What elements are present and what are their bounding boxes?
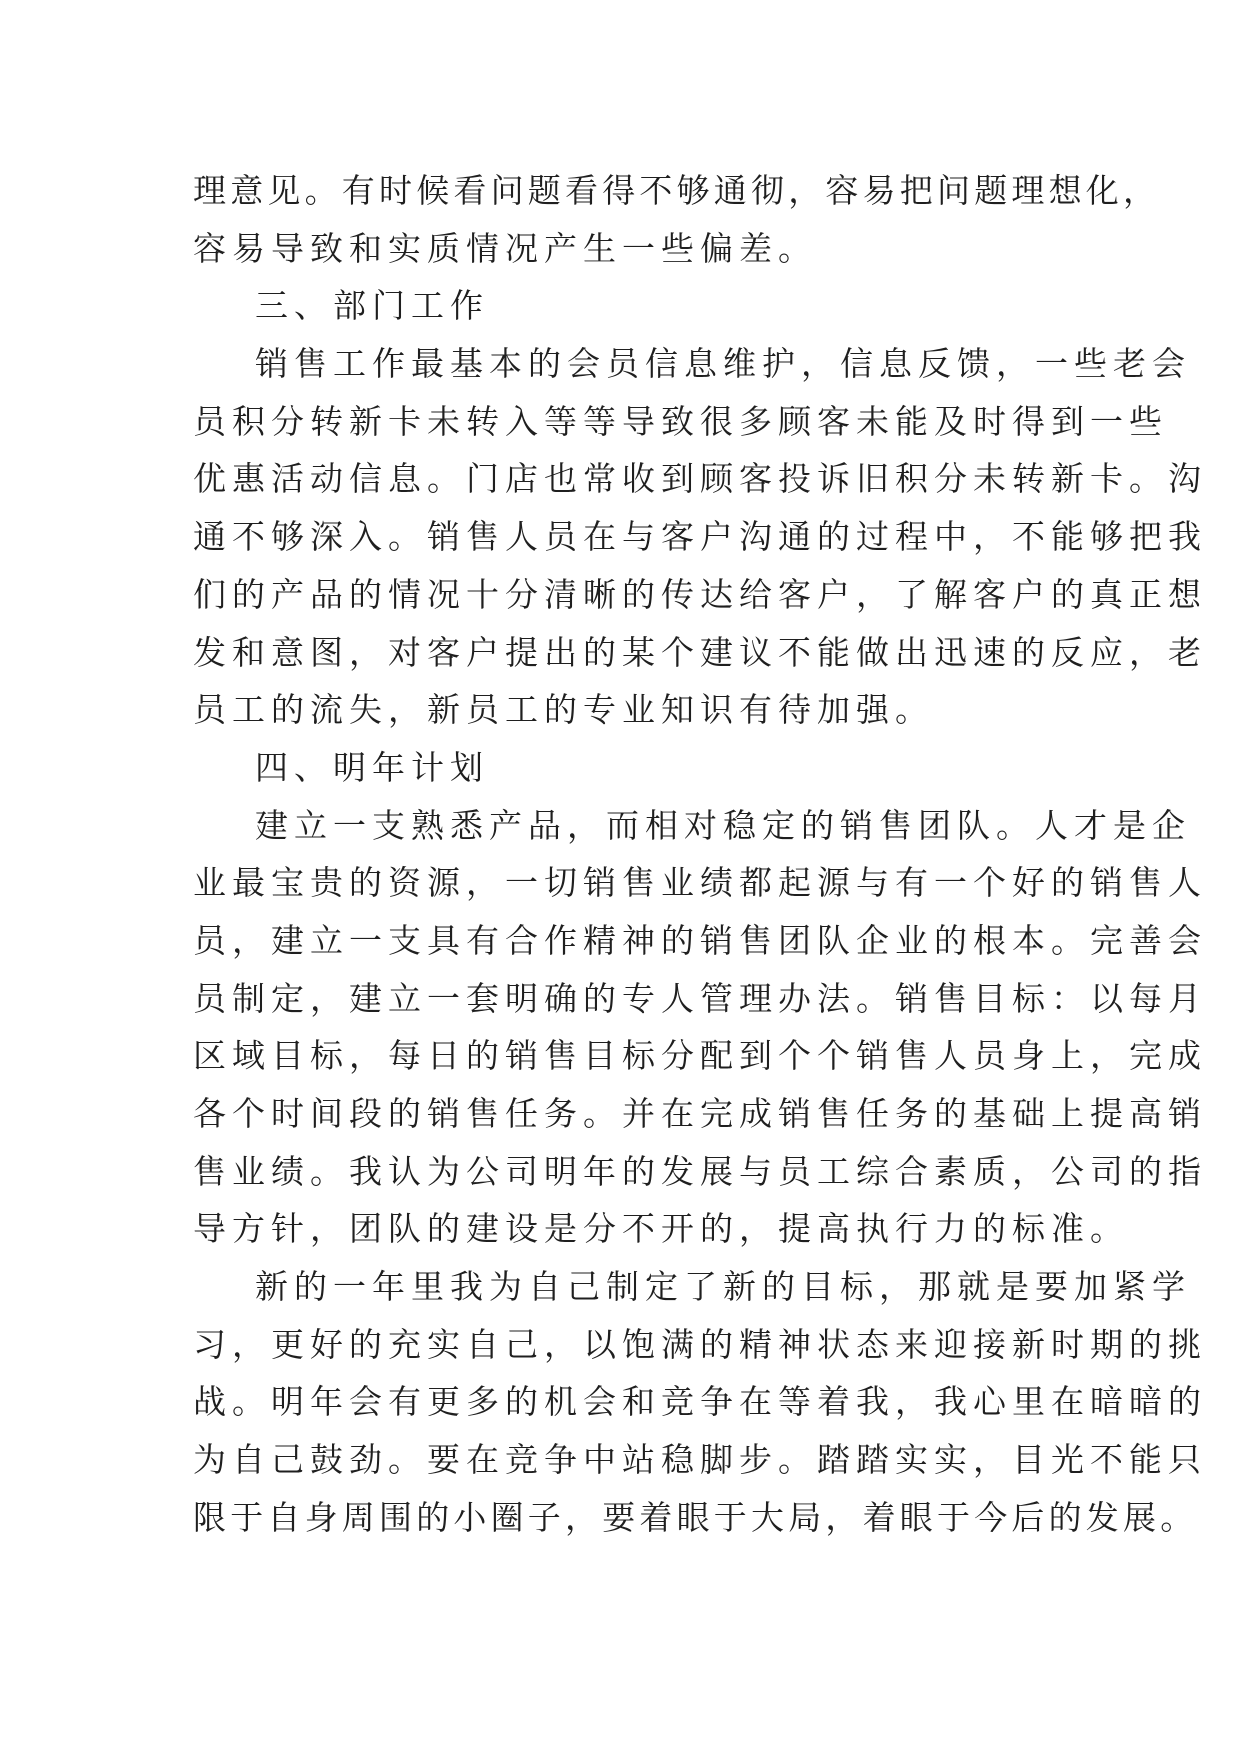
paragraph-line: 限于自身周围的小圈子，要着眼于大局，着眼于今后的发展。 xyxy=(193,1497,1198,1537)
paragraph-line: 新的一年里我为自己制定了新的目标，那就是要加紧学 xyxy=(255,1267,1191,1307)
paragraph-line: 习，更好的充实自己，以饱满的精神状态来迎接新时期的挑 xyxy=(193,1324,1207,1364)
paragraph-line: 建立一支熟悉产品，而相对稳定的销售团队。人才是企 xyxy=(255,805,1191,845)
paragraph-line: 区域目标，每日的销售目标分配到个个销售人员身上，完成 xyxy=(193,1036,1207,1076)
paragraph-line: 容易导致和实质情况产生一些偏差。 xyxy=(193,228,817,268)
paragraph-line: 销售工作最基本的会员信息维护，信息反馈，一些老会 xyxy=(255,344,1191,384)
paragraph-line: 员积分转新卡未转入等等导致很多顾客未能及时得到一些 xyxy=(193,401,1168,441)
section-heading: 四、明年计划 xyxy=(255,747,489,787)
paragraph-line: 们的产品的情况十分清晰的传达给客户，了解客户的真正想 xyxy=(193,574,1207,614)
paragraph-line: 员，建立一支具有合作精神的销售团队企业的根本。完善会 xyxy=(193,920,1207,960)
paragraph-line: 优惠活动信息。门店也常收到顾客投诉旧积分未转新卡。沟 xyxy=(193,459,1207,499)
paragraph-line: 售业绩。我认为公司明年的发展与员工综合素质，公司的指 xyxy=(193,1151,1207,1191)
document-body xyxy=(193,162,1207,1547)
paragraph-line: 战。明年会有更多的机会和竞争在等着我，我心里在暗暗的 xyxy=(193,1382,1207,1422)
paragraph-line: 为自己鼓劲。要在竞争中站稳脚步。踏踏实实，目光不能只 xyxy=(193,1440,1207,1480)
paragraph-line: 业最宝贵的资源，一切销售业绩都起源与有一个好的销售人 xyxy=(193,863,1207,903)
paragraph-line: 通不够深入。销售人员在与客户沟通的过程中，不能够把我 xyxy=(193,517,1207,557)
paragraph-line: 员制定，建立一套明确的专人管理办法。销售目标：以每月 xyxy=(193,978,1207,1018)
paragraph-line: 员工的流失，新员工的专业知识有待加强。 xyxy=(193,690,934,730)
paragraph-line: 导方针，团队的建设是分不开的，提高执行力的标准。 xyxy=(193,1209,1129,1249)
paragraph-line: 发和意图，对客户提出的某个建议不能做出迅速的反应，老 xyxy=(193,632,1207,672)
paragraph-line: 理意见。有时候看问题看得不够通彻，容易把问题理想化， xyxy=(193,171,1161,210)
section-heading: 三、部门工作 xyxy=(255,286,489,326)
paragraph-line: 各个时间段的销售任务。并在完成销售任务的基础上提高销 xyxy=(193,1094,1207,1133)
